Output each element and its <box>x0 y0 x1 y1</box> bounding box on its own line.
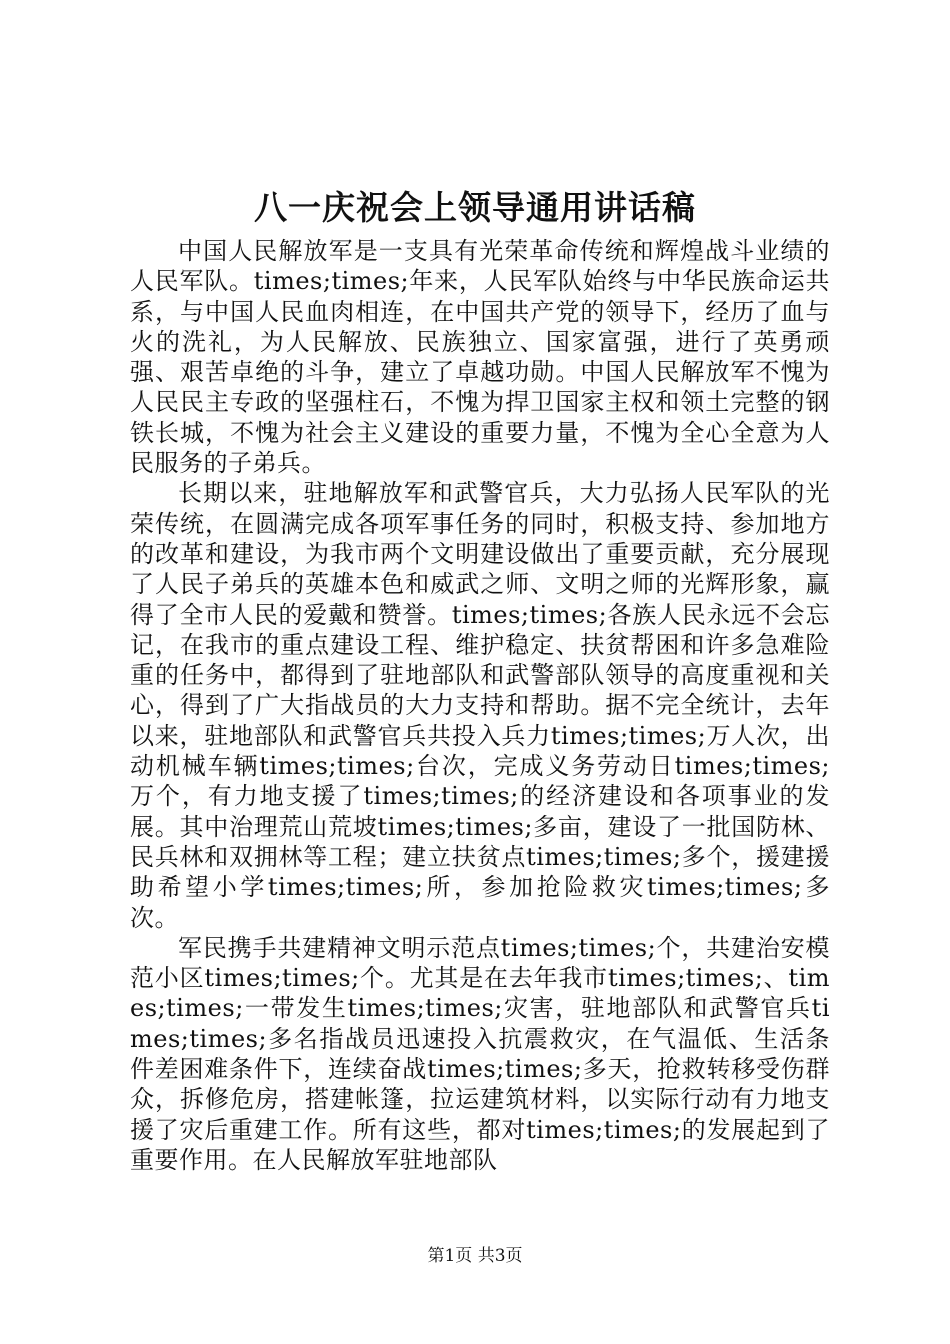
paragraph-3: 军民携手共建精神文明示范点times;times;个，共建治安模范小区times;times;个。尤其是在去年我市times;times;、times;times;一带发生times;times;灾害，驻地部队和武警官兵times;times;多名指战员迅速投入抗震救灾，在气温低、生活条件差困难条件下，连续奋战times;times;多天，抢救转移受伤群众，拆修危房，搭建帐篷，拉运建筑材料，以实际行动有力地支援了灾后重建工作。所有这些，都对times;times;的发展起到了重要作用。在人民解放军驻地部队 <box>130 933 830 1174</box>
paragraph-2: 长期以来，驻地解放军和武警官兵，大力弘扬人民军队的光荣传统，在圆满完成各项军事任务的同时，积极支持、参加地方的改革和建设，为我市两个文明建设做出了重要贡献，充分展现了人民子弟兵的英雄本色和威武之师、文明之师的光辉形象，赢得了全市人民的爱戴和赞誉。times;times;各族人民永远不会忘记，在我市的重点建设工程、维护稳定、扶贫帮困和许多急难险重的任务中，都得到了驻地部队和武警部队领导的高度重视和关心，得到了广大指战员的大力支持和帮助。据不完全统计，去年以来，驻地部队和武警官兵共投入兵力times;times;万人次，出动机械车辆times;times;台次，完成义务劳动日times;times;万个，有力地支援了times;times;的经济建设和各项事业的发展。其中治理荒山荒坡times;times;多亩，建设了一批国防林、民兵林和双拥林等工程；建立扶贫点times;times;多个，援建援助希望小学times;times;所，参加抢险救灾times;times;多次。 <box>130 479 830 932</box>
document-body <box>130 236 830 1175</box>
document-title: 八一庆祝会上领导通用讲话稿 <box>254 188 696 227</box>
paragraph-1: 中国人民解放军是一支具有光荣革命传统和辉煌战斗业绩的人民军队。times;times;年来，人民军队始终与中华民族命运共系，与中国人民血肉相连，在中国共产党的领导下，经历了血与火的洗礼，为人民解放、民族独立、国家富强，进行了英勇顽强、艰苦卓绝的斗争，建立了卓越功勋。中国人民解放军不愧为人民民主专政的坚强柱石，不愧为捍卫国家主权和领土完整的钢铁长城，不愧为社会主义建设的重要力量，不愧为全心全意为人民服务的子弟兵。 <box>130 237 830 478</box>
page-number: 第1页 共3页 <box>427 1246 523 1266</box>
